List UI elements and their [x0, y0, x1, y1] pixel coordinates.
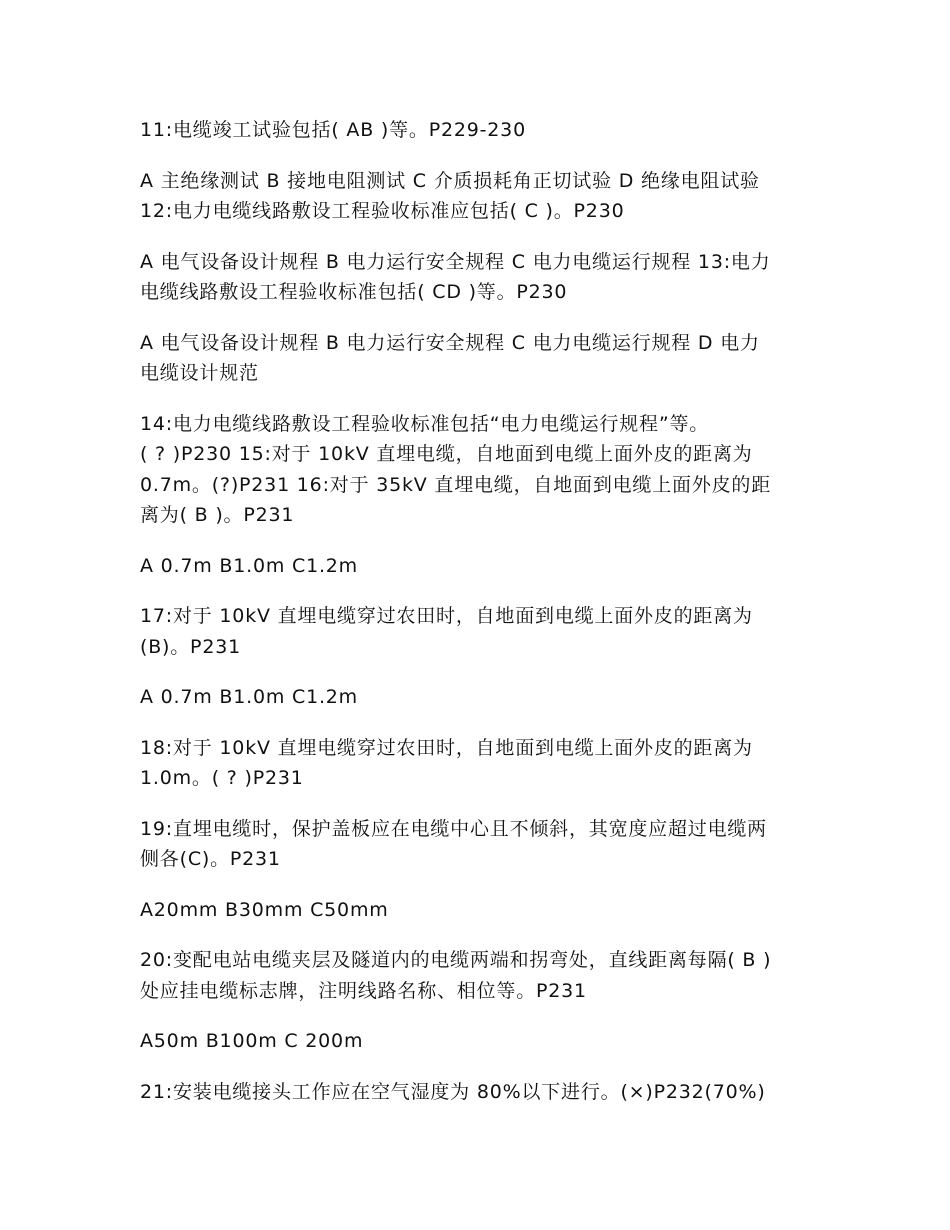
question-16-options: [140, 551, 810, 582]
question-21: [140, 1077, 810, 1108]
text-line: (B)。P231: [140, 635, 241, 658]
text-line: 12:电力电缆线路敷设工程验收标准应包括( C )。P230: [140, 200, 625, 222]
question-19-options: [140, 895, 810, 926]
text-line: 14:电力电缆线路敷设工程验收标准包括“电力电缆运行规程”等。: [140, 412, 710, 435]
text-line: 侧各(C)。P231: [140, 848, 281, 870]
text-line: A20mm B30mm C50mm: [140, 898, 389, 921]
text-line: A50m B100m C 200m: [140, 1030, 364, 1052]
text-line: 电缆线路敷设工程验收标准包括( CD )等。P230: [140, 281, 568, 303]
question-11: [140, 115, 810, 146]
text-line: ( ? )P230 15:对于 10kV 直埋电缆，自地面到电缆上面外皮的距离为: [140, 443, 753, 465]
text-line: A 0.7m B1.0m C1.2m: [140, 554, 358, 577]
text-line: 17:对于 10kV 直埋电缆穿过农田时，自地面到电缆上面外皮的距离为: [140, 605, 753, 627]
question-12-options-and-question-13: [140, 247, 810, 308]
text-line: 20:变配电站电缆夹层及隧道内的电缆两端和拐弯处，直线距离每隔( B ): [140, 949, 772, 971]
question-20: [140, 945, 810, 1006]
question-20-options: [140, 1026, 810, 1057]
question-19: [140, 814, 810, 875]
text-line: 18:对于 10kV 直埋电缆穿过农田时，自地面到电缆上面外皮的距离为: [140, 736, 753, 759]
questions-14-15-16: [140, 409, 810, 531]
question-13-options: [140, 328, 810, 389]
text-line: A 主绝缘测试 B 接地电阻测试 C 介质损耗角正切试验 D 绝缘电阻试验: [140, 169, 760, 192]
document-body: [140, 115, 810, 1127]
text-line: A 0.7m B1.0m C1.2m: [140, 686, 358, 708]
question-18: [140, 733, 810, 794]
text-line: 1.0m。( ? )P231: [140, 767, 304, 789]
text-line: 19:直埋电缆时，保护盖板应在电缆中心且不倾斜，其宽度应超过电缆两: [140, 817, 767, 840]
question-17-options: [140, 682, 810, 713]
text-line: A 电气设备设计规程 B 电力运行安全规程 C 电力电缆运行规程 D 电力: [140, 331, 760, 354]
text-line: 11:电缆竣工试验包括( AB )等。P229-230: [140, 119, 526, 141]
question-11-options-and-question-12: [140, 166, 810, 227]
text-line: A 电气设备设计规程 B 电力运行安全规程 C 电力电缆运行规程 13:电力: [140, 250, 771, 273]
text-line: 电缆设计规范: [140, 362, 259, 384]
text-line: 处应挂电缆标志牌，注明线路名称、相位等。P231: [140, 979, 587, 1002]
text-line: 21:安装电缆接头工作应在空气湿度为 80%以下进行。(×)P232(70%): [140, 1080, 766, 1103]
text-line: 0.7m。(?)P231 16:对于 35kV 直埋电缆，自地面到电缆上面外皮的距: [140, 473, 772, 496]
text-line: 离为( B )。P231: [140, 504, 295, 526]
question-17: [140, 601, 810, 662]
